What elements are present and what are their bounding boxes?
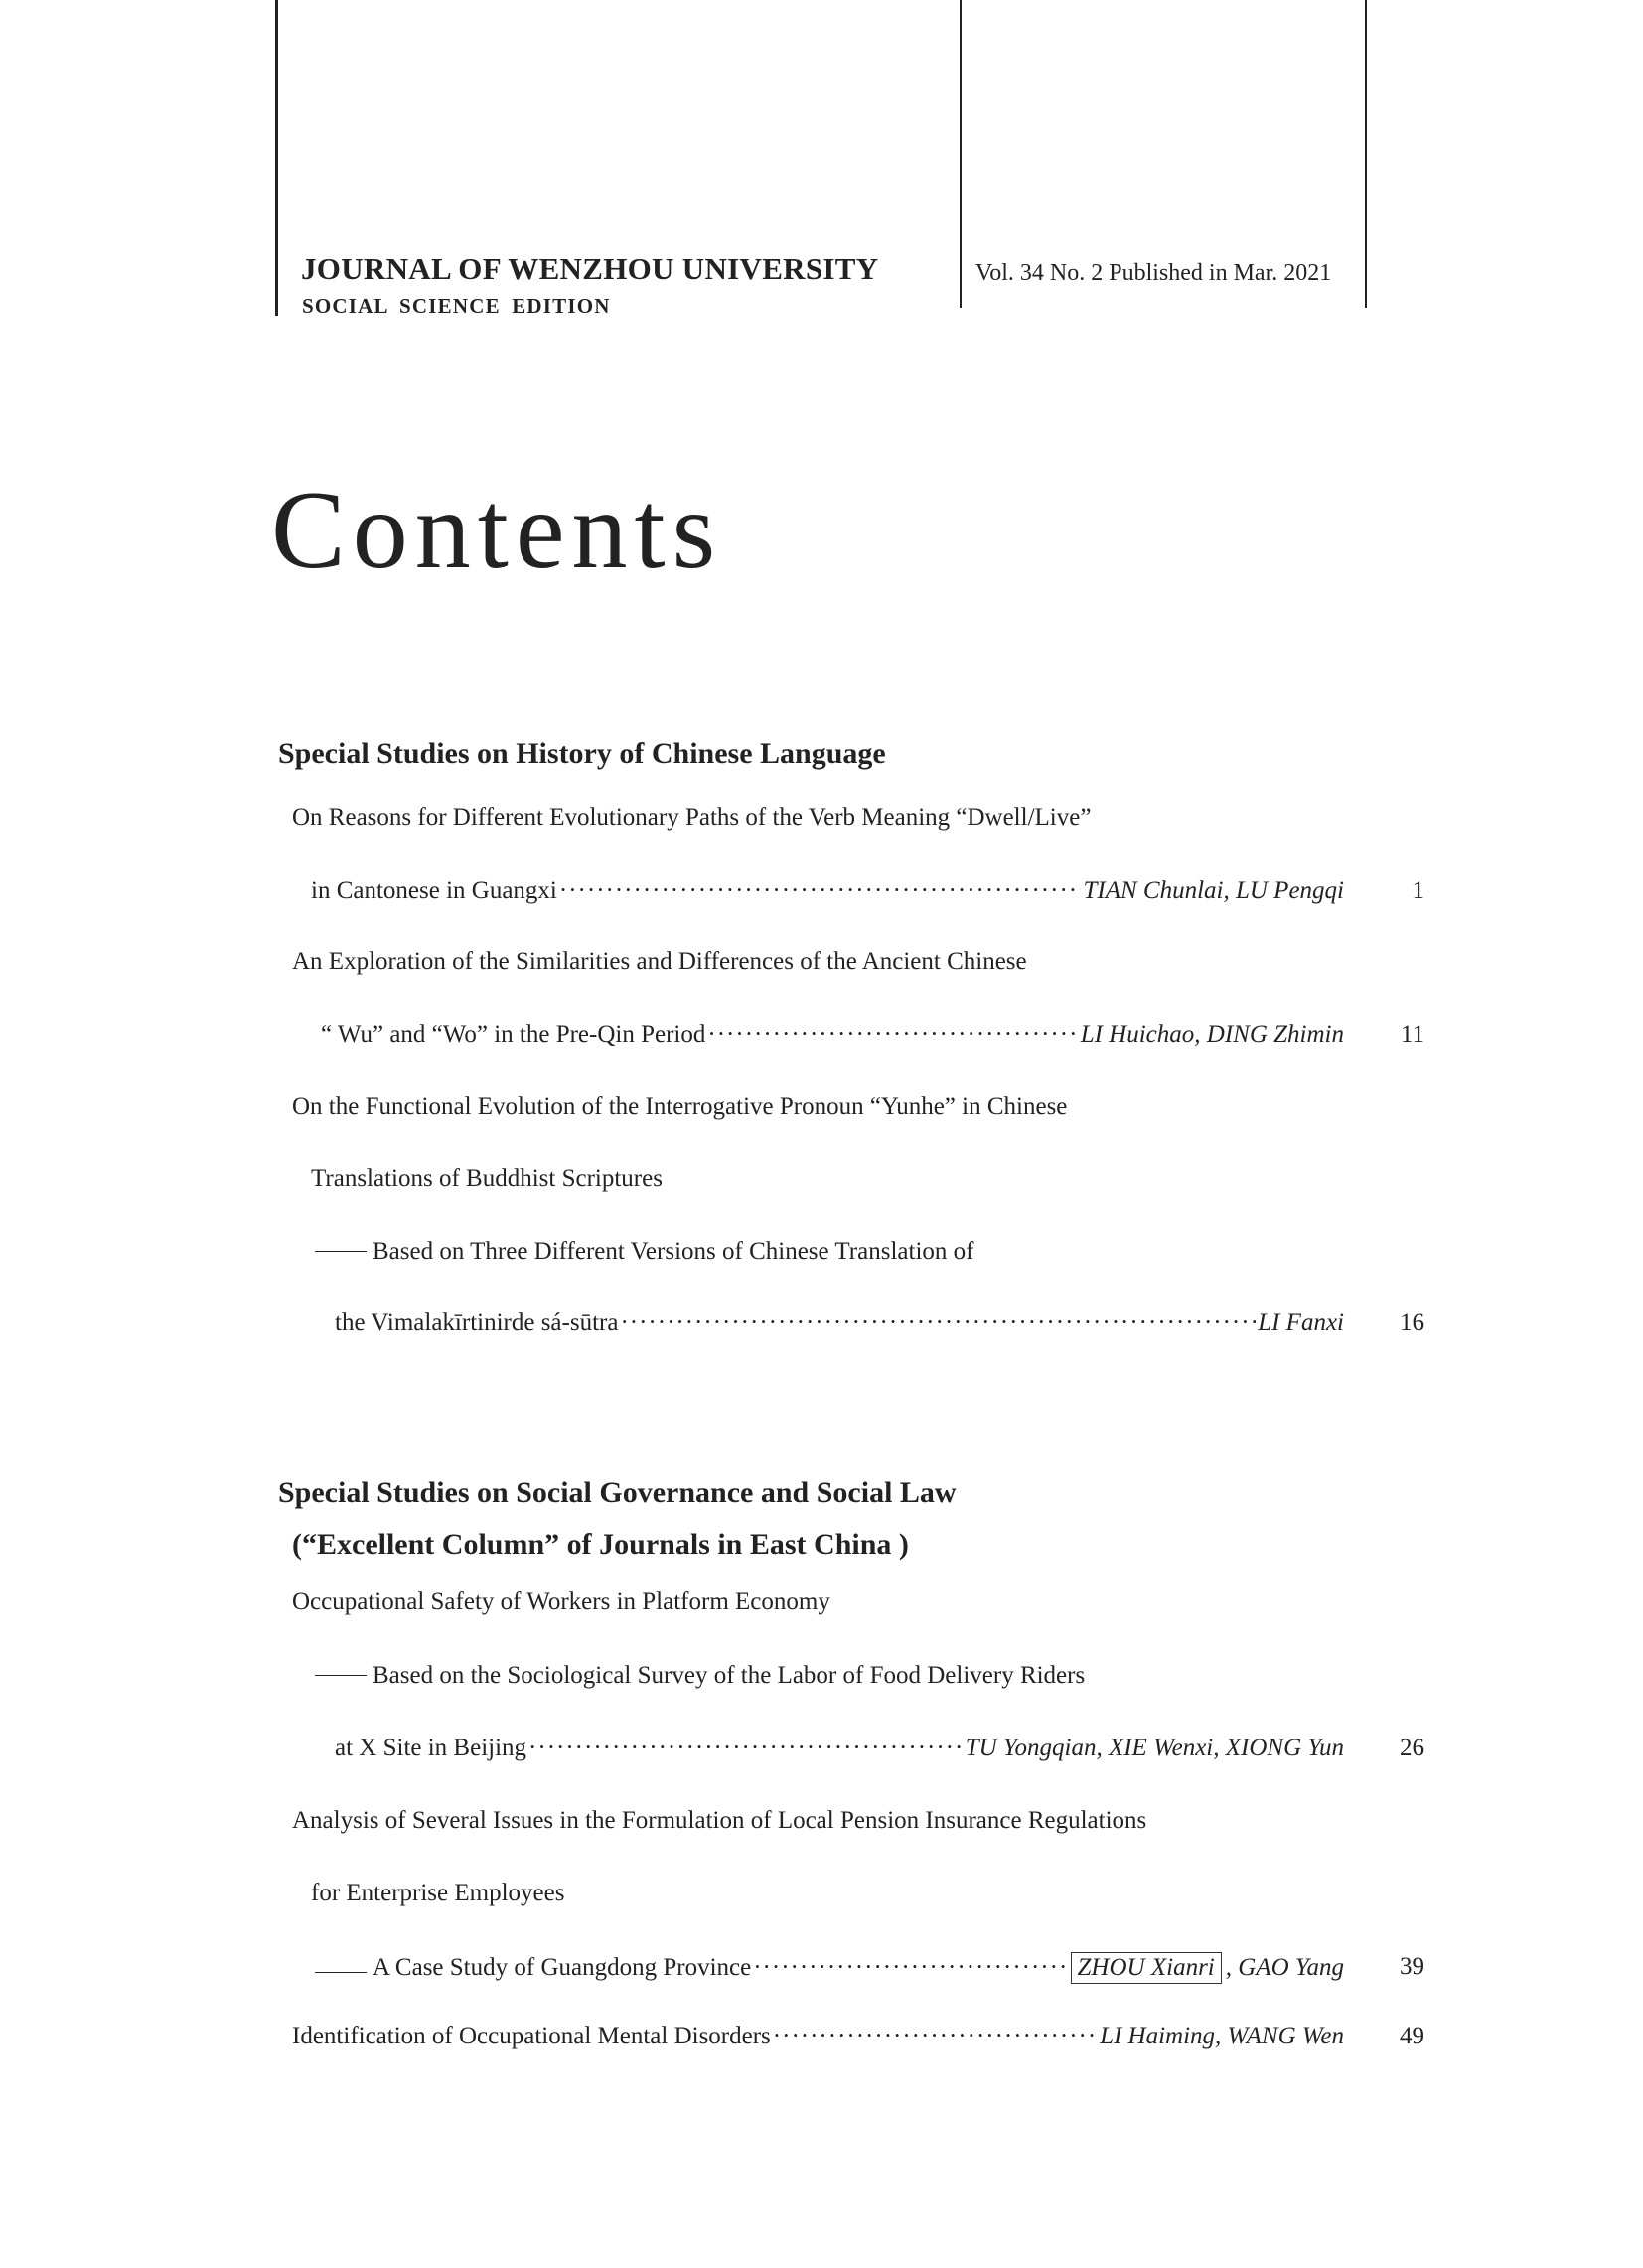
section-title: Special Studies on History of Chinese Language <box>278 737 886 770</box>
dot-leader <box>528 1734 964 1763</box>
dot-leader <box>753 1953 1068 1983</box>
article-subtitle-text: the Vimalakīrtinirde sá-sūtra <box>335 1309 619 1336</box>
article-title-line: An Exploration of the Similarities and Differences of the Ancient Chinese <box>292 948 1027 975</box>
em-dash-rule <box>315 1675 367 1676</box>
article-title-line: On the Functional Evolution of the Interrogative Pronoun “Yunhe” in Chinese <box>292 1093 1068 1120</box>
article-title-line: Translations of Buddhist Scriptures <box>311 1165 663 1192</box>
article-subtitle-line <box>315 1237 973 1267</box>
article-title-line: On Reasons for Different Evolutionary Paths of the Verb Meaning “Dwell/Live” <box>292 804 1092 831</box>
article-title-line: “ Wu” and “Wo” in the Pre-Qin Period <box>321 1021 706 1048</box>
dot-leader <box>707 1020 1078 1050</box>
journal-title: JOURNAL OF WENZHOU UNIVERSITY <box>301 251 879 286</box>
article-title-line: in Cantonese in Guangxi <box>311 877 557 904</box>
toc-entry[interactable] <box>315 1952 1344 1984</box>
toc-entry[interactable] <box>292 2022 1344 2051</box>
volume-info: Vol. 34 No. 2 Published in Mar. 2021 <box>975 260 1332 286</box>
header-rule-left <box>275 0 278 316</box>
article-authors: LI Fanxi <box>1258 1309 1344 1336</box>
journal-edition: SOCIAL SCIENCE EDITION <box>302 294 611 318</box>
page-number: 26 <box>1400 1735 1424 1761</box>
dot-leader <box>773 2022 1098 2051</box>
article-subtitle-text: at X Site in Beijing <box>335 1735 527 1761</box>
page-number: 16 <box>1400 1309 1424 1336</box>
article-subtitle-text: Based on Three Different Versions of Chinese Translation of <box>373 1238 974 1265</box>
em-dash-rule <box>315 1972 367 1973</box>
article-subtitle-line <box>315 1661 1085 1691</box>
page-number: 11 <box>1400 1021 1424 1048</box>
toc-entry[interactable] <box>335 1308 1344 1338</box>
boxed-author: ZHOU Xianri <box>1071 1952 1222 1984</box>
toc-entry[interactable] <box>335 1734 1344 1763</box>
article-title-line: Analysis of Several Issues in the Formulation of Local Pension Insurance Regulations <box>292 1807 1147 1834</box>
dot-leader <box>620 1308 1256 1338</box>
page-number: 49 <box>1400 2023 1424 2049</box>
section-title-line-2: (“Excellent Column” of Journals in East China ) <box>292 1528 909 1561</box>
contents-heading: Contents <box>271 469 723 592</box>
toc-entry[interactable] <box>321 1020 1344 1050</box>
article-title-line: Identification of Occupational Mental Disorders <box>292 2023 771 2049</box>
article-authors: , GAO Yang <box>1225 1954 1344 1981</box>
article-authors: LI Huichao, DING Zhimin <box>1080 1021 1344 1048</box>
em-dash-rule <box>315 1251 367 1252</box>
article-subtitle-text: A Case Study of Guangdong Province <box>373 1954 752 1981</box>
article-subtitle-text: Based on the Sociological Survey of the Labor of Food Delivery Riders <box>373 1662 1086 1689</box>
article-authors: TU Yongqian, XIE Wenxi, XIONG Yun <box>965 1735 1344 1761</box>
dot-leader <box>559 876 1082 906</box>
article-authors: LI Haiming, WANG Wen <box>1100 2023 1344 2049</box>
header-rule-middle <box>960 0 962 308</box>
article-authors: TIAN Chunlai, LU Pengqi <box>1083 877 1344 904</box>
article-title-line: for Enterprise Employees <box>311 1880 565 1906</box>
page-number: 39 <box>1400 1953 1424 1980</box>
article-title-line: Occupational Safety of Workers in Platform Economy <box>292 1588 830 1615</box>
page-number: 1 <box>1412 877 1424 904</box>
section-title: Special Studies on Social Governance and Social Law <box>278 1476 957 1509</box>
header-rule-right <box>1365 0 1367 308</box>
toc-entry[interactable] <box>311 876 1344 906</box>
